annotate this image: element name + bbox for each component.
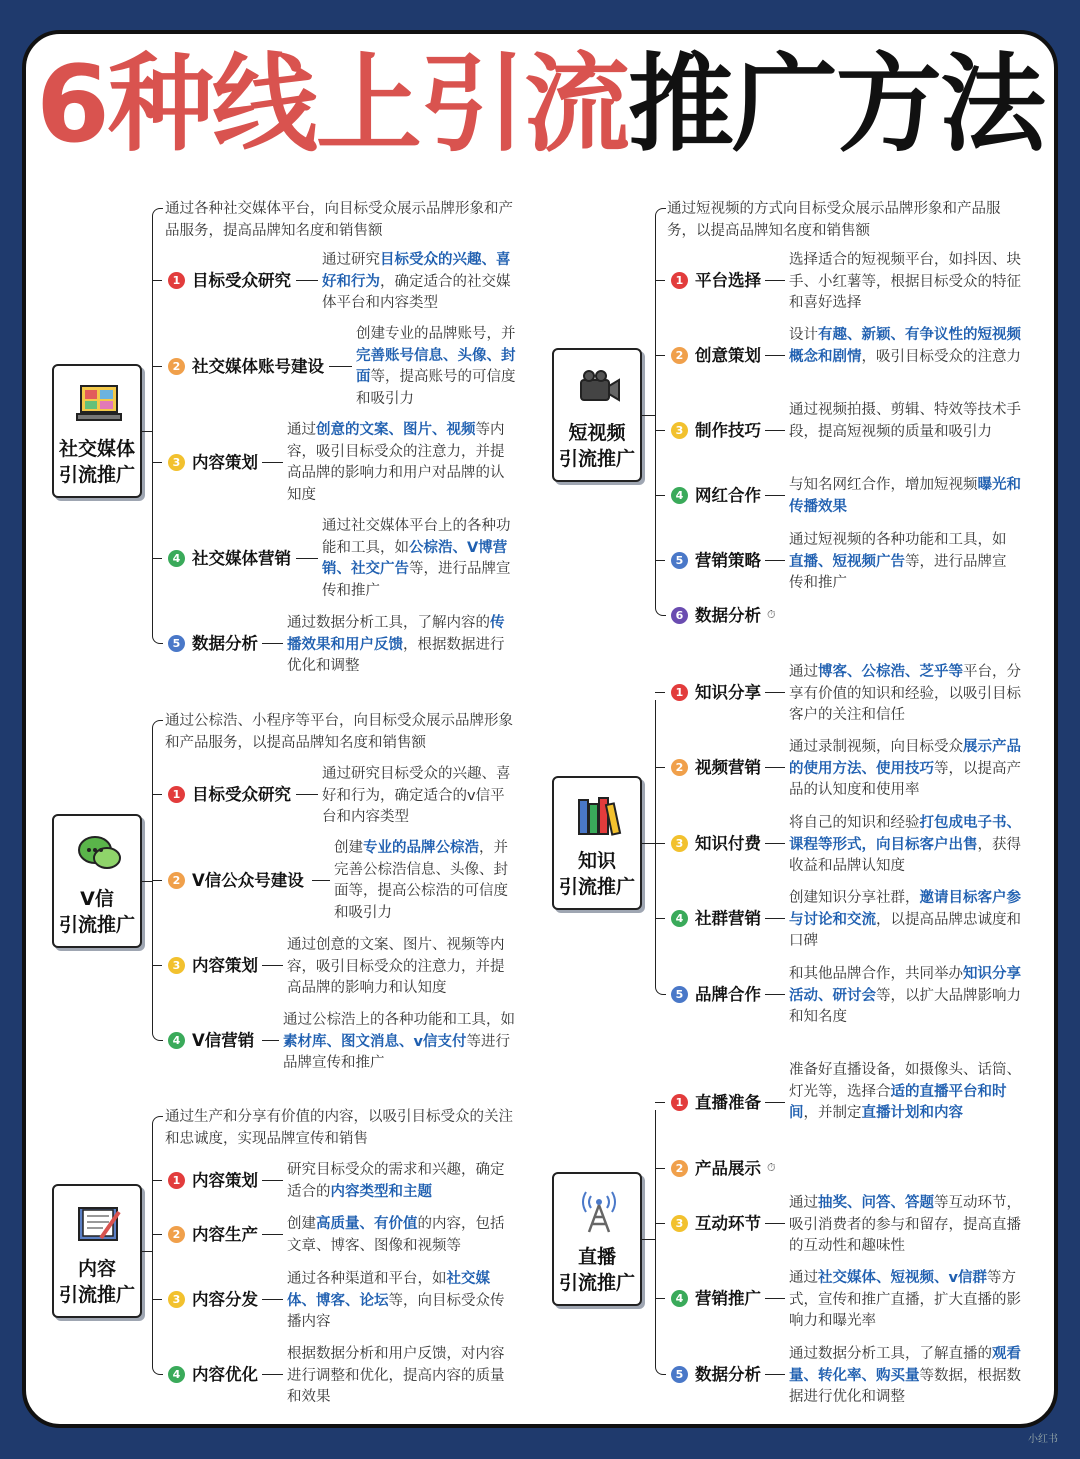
root-label: 直播 引流推广 — [558, 1246, 635, 1294]
branch-tick — [655, 1223, 665, 1224]
books-icon — [575, 794, 623, 838]
number-badge: 3 — [671, 422, 688, 439]
number-badge: 3 — [671, 835, 688, 852]
branch-description: 创建专业的品牌账号，并完善账号信息、头像、封面等，提高账号的可信度和吸引力 — [356, 326, 516, 407]
branch-label: 制作技巧 — [695, 421, 761, 440]
branch-tick — [655, 355, 665, 356]
branch-description: 创建专业的品牌公棕浩，并完善公棕浩信息、头像、封面等，提高公棕浩的可信度和吸引力 — [334, 840, 508, 921]
branch-label: 数据分析 — [695, 1365, 761, 1384]
branch-label: V信公众号建设 — [192, 871, 304, 890]
root-connector — [142, 881, 152, 882]
root-node-video — [552, 348, 642, 482]
page-title — [0, 44, 1080, 166]
branch-tick — [152, 1299, 162, 1300]
branch-dash — [765, 994, 785, 995]
branch-description: 通过公棕浩上的各种功能和工具，如素材库、图文消息、v信支付等进行品牌宣传和推广 — [283, 1012, 515, 1071]
laptop-icon — [75, 382, 123, 426]
branch-tick — [152, 462, 162, 463]
root-connector — [642, 1239, 655, 1240]
section-intro: 通过公棕浩、小程序等平台，向目标受众展示品牌形象和产品服务，以提高品牌知名度和销售额 — [165, 713, 513, 751]
branch-label: 内容策划 — [192, 453, 258, 472]
number-badge: 2 — [671, 759, 688, 776]
branch-label: 社群营销 — [695, 909, 761, 928]
branch-label: 内容策划 — [192, 1171, 258, 1190]
title-red: 6种线上引流 — [36, 43, 628, 166]
branch-dash — [765, 495, 785, 496]
branch-dash — [312, 880, 330, 881]
number-badge: 2 — [671, 1160, 688, 1177]
branch-description: 选择适合的短视频平台，如抖因、块手、小红薯等，根据目标受众的特征和喜好选择 — [789, 252, 1021, 311]
branch-description: 通过研究目标受众的兴趣、喜好和行为，确定适合的社交媒体平台和内容类型 — [322, 252, 511, 311]
branch-description: 通过社交媒体、短视频、v信群等方式，宣传和推广直播，扩大直播的影响力和曝光率 — [789, 1270, 1021, 1329]
branch-label: 内容策划 — [192, 956, 258, 975]
branch-tick — [655, 843, 665, 844]
number-badge: 2 — [168, 358, 185, 375]
branch-label: 数据分析 — [192, 634, 258, 653]
section-intro: 通过各种社交媒体平台，向目标受众展示品牌形象和产品服务，提高品牌知名度和销售额 — [165, 201, 513, 239]
branch-description: 通过社交媒体平台上的各种功能和工具，如公棕浩、V博营销、社交广告等，进行品牌宣传和推广 — [322, 518, 511, 599]
branch-dash — [765, 692, 785, 693]
branch-dash — [765, 1102, 785, 1103]
branch-description: 设计有趣、新颖、有争议性的短视频概念和剧情，吸引目标受众的注意力 — [789, 327, 1021, 365]
number-badge: 1 — [168, 786, 185, 803]
number-badge: 1 — [671, 1094, 688, 1111]
branch-description: 根据数据分析和用户反馈，对内容进行调整和优化，提高内容的质量和效果 — [287, 1346, 505, 1405]
branch-description: 将自己的知识和经验打包成电子书、课程等形式，向目标客户出售，获得收益和品牌认知度 — [789, 815, 1021, 874]
branch-description: 和其他品牌合作，共同举办知识分享活动、研讨会等，以扩大品牌影响力和知名度 — [789, 966, 1021, 1025]
branch-description: 通过视频拍摄、剪辑、特效等技术手段，提高短视频的质量和吸引力 — [789, 402, 1021, 440]
branch-tick — [152, 1180, 162, 1181]
branch-tick — [152, 794, 162, 795]
branch-dash — [765, 843, 785, 844]
branch-label: 营销策略 — [695, 551, 761, 570]
branch-description: 通过博客、公棕浩、芝乎等平台，分享有价值的知识和经验，以吸引目标客户的关注和信任 — [789, 664, 1021, 723]
branch-tick — [152, 558, 162, 559]
branch-tick — [152, 880, 162, 881]
number-badge: 6 — [671, 607, 688, 624]
branch-description: 创建知识分享社群，邀请目标客户参与讨论和交流，以提高品牌忠诚度和口碑 — [789, 890, 1021, 949]
watermark: 小红书 — [1028, 1434, 1058, 1445]
root-label: 知识 引流推广 — [558, 850, 635, 898]
branch-label: 创意策划 — [695, 346, 761, 365]
section-intro: 通过短视频的方式向目标受众展示品牌形象和产品服务，以提高品牌知名度和销售额 — [667, 201, 1001, 239]
branch-dash — [296, 558, 318, 559]
branch-label: 直播准备 — [695, 1093, 761, 1112]
intro-hook — [152, 1116, 163, 1127]
number-badge: 4 — [168, 550, 185, 567]
branch-description: 与知名网红合作，增加短视频曝光和传播效果 — [789, 477, 1021, 515]
branch-tick — [152, 1234, 162, 1235]
camera-icon — [575, 366, 623, 410]
branch-label: 社交媒体营销 — [192, 549, 291, 568]
intro-hook — [152, 720, 163, 731]
branch-dash — [765, 280, 785, 281]
branch-tick — [152, 366, 162, 367]
branch-description: 通过数据分析工具，了解内容的传播效果和用户反馈，根据数据进行优化和调整 — [287, 615, 505, 674]
branch-description: 通过抽奖、问答、答题等互动环节，吸引消费者的参与和留存，提高直播的互动性和趣味性 — [789, 1195, 1021, 1254]
spine-line — [655, 1110, 656, 1366]
branch-description: 通过各种渠道和平台，如社交媒体、博客、论坛等，向目标受众传播内容 — [287, 1271, 505, 1330]
branch-description: 准备好直播设备，如摄像头、话筒、灯光等，选择合适的直播平台和时间，并制定直播计划和内容 — [789, 1062, 1021, 1121]
number-badge: 1 — [168, 1172, 185, 1189]
branch-tick — [655, 495, 665, 496]
number-badge: 5 — [671, 986, 688, 1003]
number-badge: 3 — [168, 454, 185, 471]
branch-tick — [655, 692, 665, 693]
number-badge: 5 — [168, 635, 185, 652]
root-node-social — [52, 364, 142, 498]
branch-label: 社交媒体账号建设 — [192, 357, 324, 376]
clock-icon: ⏱ — [767, 608, 776, 621]
branch-dash — [765, 918, 785, 919]
branch-description: 研究目标受众的需求和兴趣，确定适合的内容类型和主题 — [287, 1162, 505, 1200]
root-connector — [142, 431, 152, 432]
clock-icon: ⏱ — [767, 1161, 776, 1174]
root-connector — [642, 843, 655, 844]
branch-description: 通过数据分析工具，了解直播的观看量、转化率、购买量等数据，根据数据进行优化和调整 — [789, 1346, 1021, 1405]
root-connector — [642, 415, 655, 416]
branch-dash — [262, 965, 283, 966]
root-node-live — [552, 1172, 642, 1306]
branch-video-6 — [669, 603, 1069, 631]
branch-description: 通过录制视频，向目标受众展示产品的使用方法、使用技巧等，以提高产品的认知度和使用率 — [789, 739, 1021, 798]
branch-dash — [262, 643, 283, 644]
number-badge: 1 — [168, 272, 185, 289]
section-intro: 通过生产和分享有价值的内容，以吸引目标受众的关注和忠诚度，实现品牌宣传和销售 — [165, 1109, 513, 1147]
number-badge: 2 — [168, 872, 185, 889]
branch-description: 通过短视频的各种功能和工具，如直播、短视频广告等，进行品牌宣传和推广 — [789, 532, 1007, 591]
intro-hook — [655, 208, 666, 219]
branch-dash — [765, 767, 785, 768]
branch-dash — [765, 1223, 785, 1224]
antenna-icon — [575, 1190, 623, 1234]
branch-dash — [262, 462, 283, 463]
branch-label: 营销推广 — [695, 1289, 761, 1308]
root-node-content — [52, 1184, 142, 1318]
number-badge: 5 — [671, 552, 688, 569]
branch-dash — [296, 794, 318, 795]
branch-label: 内容生产 — [192, 1225, 258, 1244]
branch-label: 内容优化 — [192, 1365, 258, 1384]
branch-dash — [329, 366, 352, 367]
spine-line — [152, 216, 153, 635]
branch-label: 平台选择 — [695, 271, 761, 290]
branch-tick — [152, 965, 162, 966]
root-label: 内容 引流推广 — [58, 1258, 135, 1306]
root-label: V信 引流推广 — [58, 888, 135, 936]
number-badge: 3 — [168, 957, 185, 974]
branch-tick — [655, 767, 665, 768]
number-badge: 2 — [168, 1226, 185, 1243]
branch-dash — [262, 1234, 283, 1235]
number-badge: 4 — [168, 1032, 185, 1049]
intro-hook — [152, 208, 163, 219]
branch-label: 品牌合作 — [695, 985, 761, 1004]
number-badge: 1 — [671, 684, 688, 701]
branch-tick — [655, 1168, 665, 1169]
branch-dash — [765, 1298, 785, 1299]
branch-dash — [262, 1040, 279, 1041]
number-badge: 3 — [671, 1215, 688, 1232]
branch-label: 目标受众研究 — [192, 271, 291, 290]
branch-label: 网红合作 — [695, 486, 761, 505]
branch-label: 知识付费 — [695, 834, 761, 853]
branch-label: 产品展示 — [695, 1159, 761, 1178]
branch-label: V信营销 — [192, 1031, 255, 1050]
branch-dash — [765, 560, 785, 561]
branch-tick — [655, 1102, 665, 1103]
branch-label: 视频营销 — [695, 758, 761, 777]
branch-label: 目标受众研究 — [192, 785, 291, 804]
branch-dash — [765, 430, 785, 431]
branch-description: 通过创意的文案、图片、视频等内容，吸引目标受众的注意力，并提高品牌的影响力和用户对品牌的认知度 — [287, 422, 505, 503]
branch-dash — [296, 280, 318, 281]
chat-icon — [75, 832, 123, 876]
branch-tick — [655, 280, 665, 281]
branch-tick — [655, 918, 665, 919]
number-badge: 2 — [671, 347, 688, 364]
branch-dash — [765, 355, 785, 356]
root-label: 社交媒体 引流推广 — [58, 438, 135, 486]
number-badge: 4 — [671, 1290, 688, 1307]
branch-tick — [152, 280, 162, 281]
branch-live-2 — [669, 1156, 1069, 1184]
branch-label: 互动环节 — [695, 1214, 761, 1233]
branch-label: 知识分享 — [695, 683, 761, 702]
branch-label: 内容分发 — [192, 1290, 258, 1309]
number-badge: 1 — [671, 272, 688, 289]
branch-label: 数据分析 — [695, 606, 761, 625]
number-badge: 3 — [168, 1291, 185, 1308]
branch-tick — [655, 560, 665, 561]
branch-description: 通过研究目标受众的兴趣、喜好和行为，确定适合的v信平台和内容类型 — [322, 766, 511, 825]
branch-description: 通过创意的文案、图片、视频等内容，吸引目标受众的注意力，并提高品牌的影响力和认知度 — [287, 937, 505, 996]
branch-dash — [262, 1180, 283, 1181]
root-node-knowledge — [552, 776, 642, 910]
title-black: 推广方法 — [627, 43, 1044, 166]
branch-tick — [655, 1298, 665, 1299]
number-badge: 5 — [671, 1366, 688, 1383]
root-label: 短视频 引流推广 — [558, 422, 635, 470]
root-node-wechat — [52, 814, 142, 948]
branch-dash — [262, 1374, 283, 1375]
number-badge: 4 — [671, 487, 688, 504]
spine-line — [152, 1124, 153, 1366]
number-badge: 4 — [671, 910, 688, 927]
branch-description: 创建高质量、有价值的内容，包括文章、博客、图像和视频等 — [287, 1216, 505, 1254]
branch-dash — [262, 1299, 283, 1300]
branch-tick — [655, 430, 665, 431]
book-icon — [75, 1202, 123, 1246]
root-connector — [142, 1251, 152, 1252]
branch-dash — [765, 1374, 785, 1375]
spine-line — [655, 216, 656, 607]
number-badge: 4 — [168, 1366, 185, 1383]
